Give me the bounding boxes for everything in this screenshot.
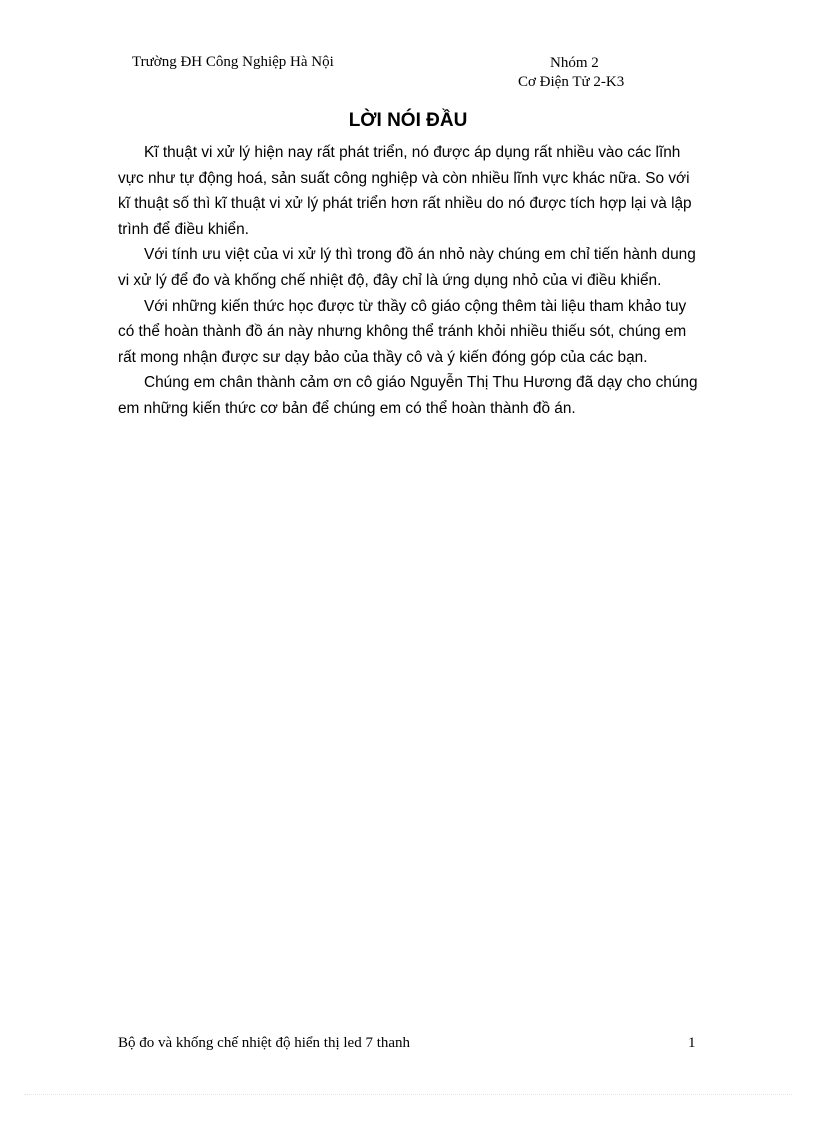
paragraph-1: Kĩ thuật vi xử lý hiện nay rất phát triển, nó được áp dụng rất nhiều vào các lĩnh vực như tự động hoá, sản suất công nghiệp và còn nhiều lĩnh vực khác nữa. So với kĩ thuật số thì kĩ thuật vi xử lý phát triển hơn rất nhiều do nó được tích hợp lại và lập trình để điều khiển. bbox=[118, 144, 692, 238]
paragraph-4: Chúng em chân thành cảm ơn cô giáo Nguyễn Thị Thu Hương đã dạy cho chúng em những kiến thức cơ bản để chúng em có thể hoàn thành đồ án. bbox=[118, 374, 698, 417]
page-number: 1 bbox=[688, 1035, 696, 1051]
class-name: Cơ Điện Tử 2-K3 bbox=[518, 74, 625, 90]
header-group-info bbox=[518, 54, 638, 92]
paragraph-3: Với những kiến thức học được từ thầy cô giáo cộng thêm tài liệu tham khảo tuy có thể hoàn thành đồ án này nhưng không thể tránh khỏi nhiều thiếu sót, chúng em rất mong nhận được sư dạy bảo của thầy cô và ý kiến đóng góp của các bạn. bbox=[118, 297, 687, 366]
preface-body bbox=[118, 140, 703, 422]
group-name: Nhóm 2 bbox=[550, 55, 599, 71]
page-title: LỜI NÓI ĐẦU bbox=[348, 110, 468, 131]
paragraph-2: Với tính ưu việt của vi xử lý thì trong đồ án nhỏ này chúng em chỉ tiến hành dung vi xử lý để đo và khống chế nhiệt độ, đây chỉ là ứng dụng nhỏ của vi điều khiển. bbox=[118, 246, 696, 289]
page-bottom-divider bbox=[24, 1094, 792, 1095]
school-name: Trường ĐH Công Nghiệp Hà Nội bbox=[132, 54, 334, 70]
footer-title: Bộ đo và khống chế nhiệt độ hiển thị led 7 thanh bbox=[118, 1035, 411, 1051]
